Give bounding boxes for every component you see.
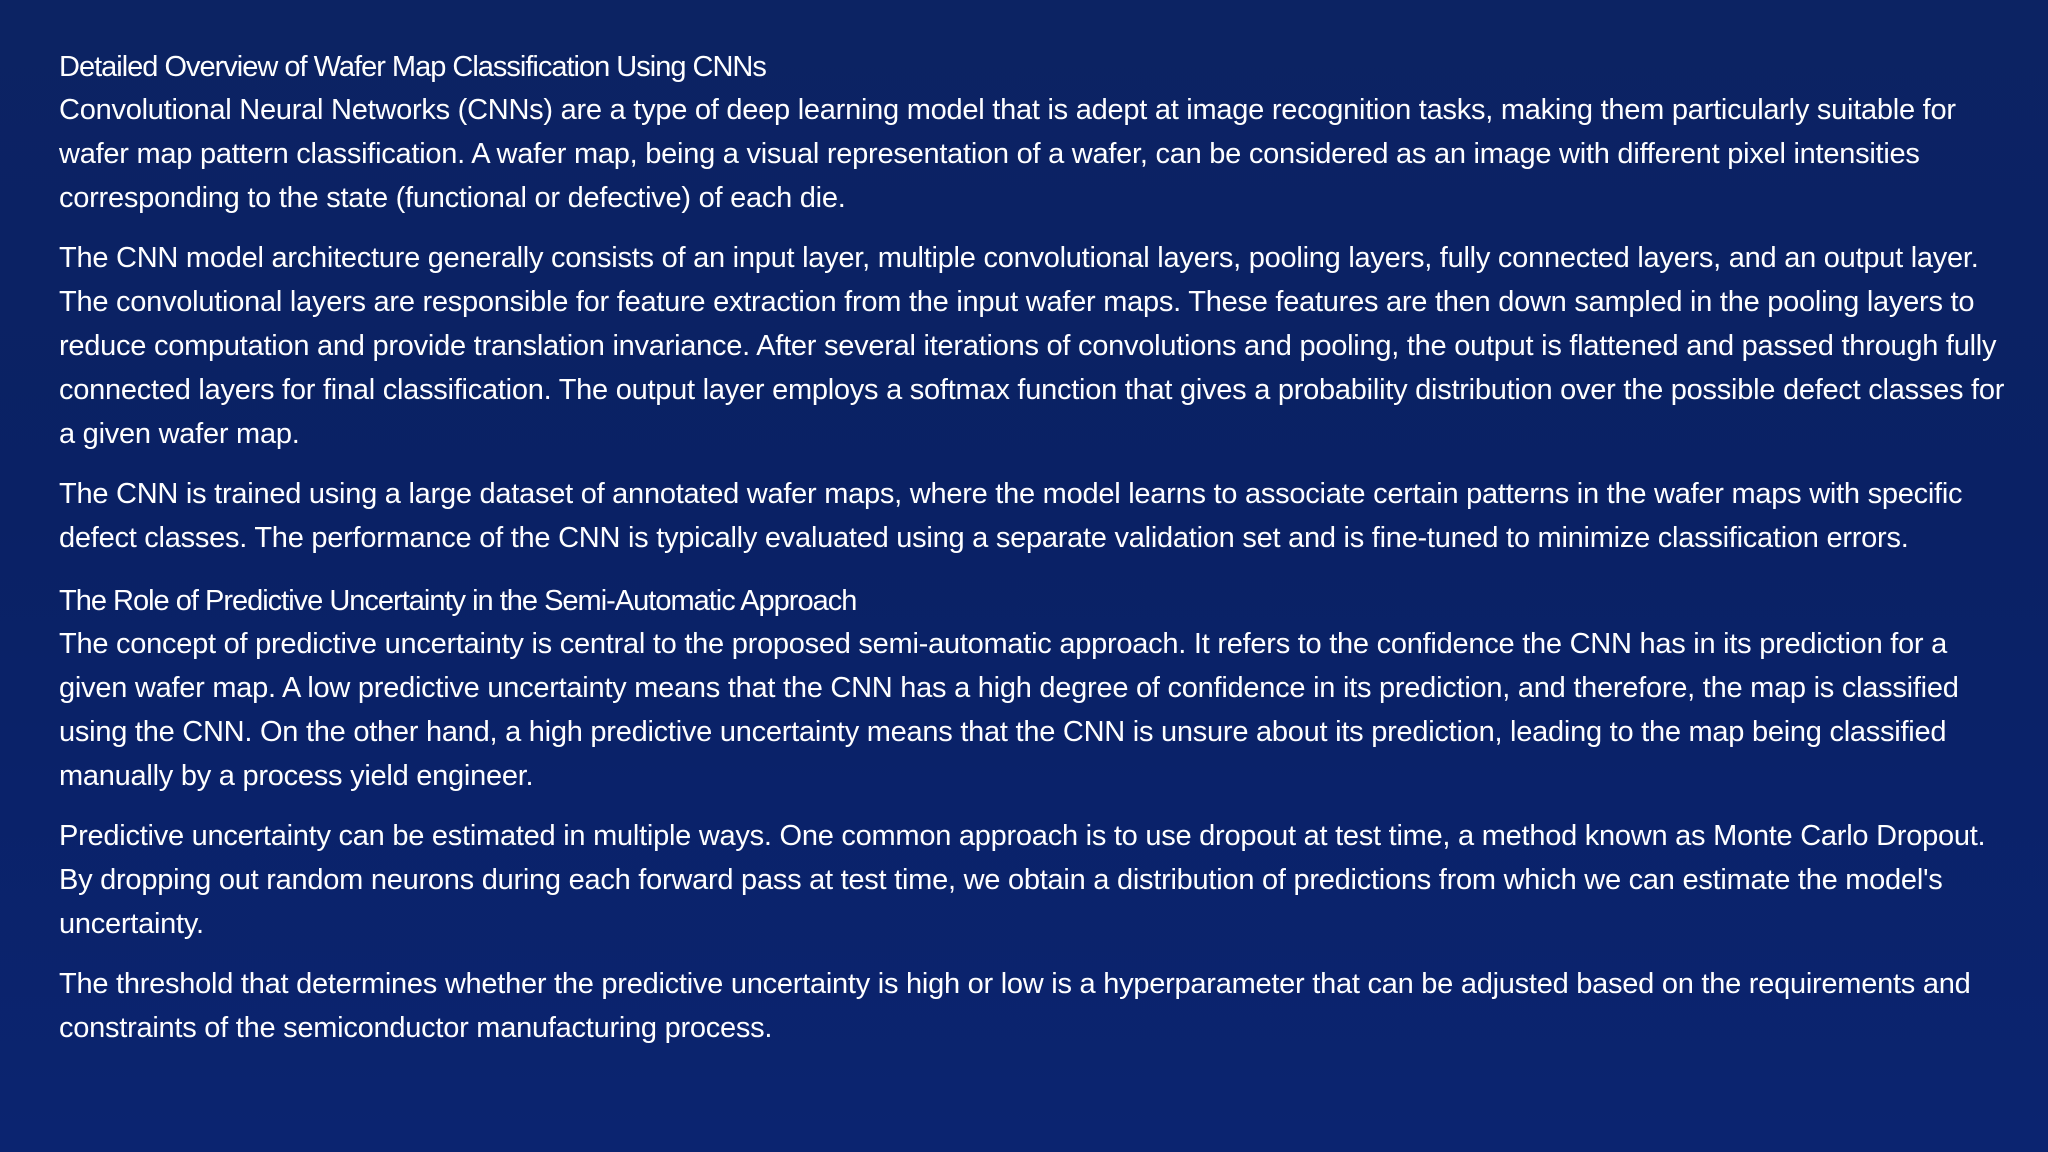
section-predictive-uncertainty	[59, 580, 2018, 1050]
paragraph: The concept of predictive uncertainty is central to the proposed semi-automatic approach. It refers to the confidence the CNN has in its prediction for a given wafer map. A low predictive uncertainty means that the CNN has a high degree of confidence in its prediction, and therefore, the map is classified using the CNN. On the other hand, a high predictive uncertainty means that the CNN is unsure about its prediction, leading to the map being classified manually by a process yield engineer.	[59, 628, 1959, 792]
paragraph: The threshold that determines whether the predictive uncertainty is high or low is a hyperparameter that can be adjusted based on the requirements and constraints of the semiconductor manufacturing process.	[59, 968, 1971, 1044]
section-wafer-map-classification	[59, 46, 2018, 560]
paragraph: The CNN model architecture generally consists of an input layer, multiple convolutional layers, pooling layers, fully connected layers, and an output layer. The convolutional layers are responsible for feature extraction from the input wafer maps. These features are then down sampled in the pooling layers to reduce computation and provide translation invariance. After several iterations of convolutions and pooling, the output is flattened and passed through fully connected layers for final classification. The output layer employs a softmax function that gives a probability distribution over the possible defect classes for a given wafer map.	[59, 242, 2005, 450]
section-heading: Detailed Overview of Wafer Map Classification Using CNNs	[59, 51, 766, 83]
section-heading: The Role of Predictive Uncertainty in the Semi-Automatic Approach	[59, 585, 857, 617]
paragraph: Convolutional Neural Networks (CNNs) are a type of deep learning model that is adept at image recognition tasks, making them particularly suitable for wafer map pattern classification. A wafer map, being a visual representation of a wafer, can be considered as an image with different pixel intensities corresponding to the state (functional or defective) of each die.	[59, 94, 1956, 214]
paragraph: The CNN is trained using a large dataset of annotated wafer maps, where the model learns to associate certain patterns in the wafer maps with specific defect classes. The performance of the CNN is typically evaluated using a separate validation set and is fine-tuned to minimize classification errors.	[59, 478, 1963, 554]
paragraph: Predictive uncertainty can be estimated in multiple ways. One common approach is to use dropout at test time, a method known as Monte Carlo Dropout. By dropping out random neurons during each forward pass at test time, we obtain a distribution of predictions from which we can estimate the model's uncertainty.	[59, 820, 1986, 940]
